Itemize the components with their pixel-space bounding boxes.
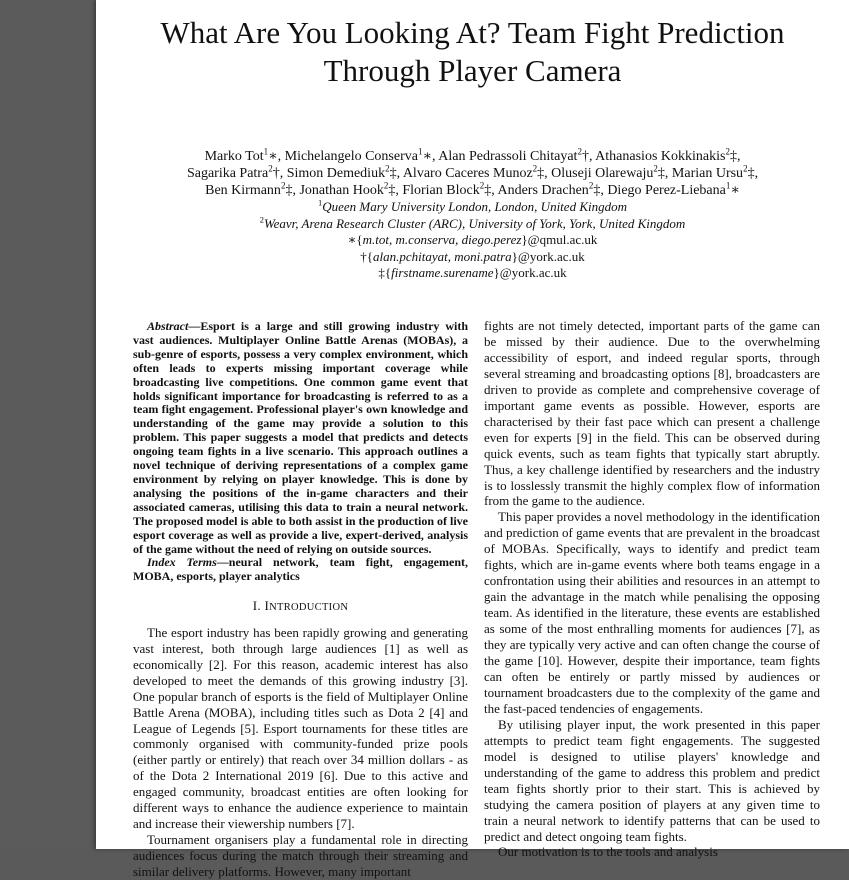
author-mark: ‡,	[747, 166, 759, 181]
section-rest: NTRODUCTION	[269, 602, 349, 614]
author-list	[96, 148, 849, 199]
author-affiliation-sup: 2	[532, 163, 538, 174]
affiliation-2-sup: 2	[259, 214, 264, 225]
abstract-label: Abstract	[147, 319, 189, 333]
author-mark: ‡,	[389, 166, 403, 181]
email-1-mark: ∗{	[347, 232, 363, 247]
right-paragraph-3: By utilising player input, the work presented in this paper attempts to predict team fight engagements. The suggested model is designed to utilise players' knowledge and understanding of the game to address this problem and predict team fights shortly prior to their start. This is achieved by studying the camera position of players at any given time to train a neural network to identify patterns that can be used to predict and detect ongoing team fights.	[484, 716, 820, 844]
author-name: Jonathan Hook	[299, 183, 384, 198]
email-1-names: m.tot, m.conserva, diego.perez	[362, 232, 522, 247]
author-name: Sagarika Patra	[186, 166, 269, 181]
section-number: I.	[252, 598, 265, 614]
abstract-dash: —	[188, 319, 201, 333]
author-affiliation-sup: 2	[280, 180, 286, 191]
author-affiliation-sup: 1	[725, 180, 731, 191]
author-mark: ∗	[730, 183, 740, 198]
email-3	[96, 265, 849, 282]
right-paragraph-1: fights are not timely detected, important parts of the game can be missed by their audience. Due to the overwhelming accessibility of esport, and indeed regular sports, through several streaming and broadcasting options [8], broadcasters are driven to provide as complete and comprehensive coverage of important game events as possible. However, esports are characterised by their fast pace which can present a challenge even for experts [9] in the field. This can be observed during quick events, such as team fights that typically start abruptly. Thus, a key challenge identified by researchers and the industry is to losslessly transmit the highly complex flow of information from the game to the audience.	[484, 318, 820, 509]
affiliation-2-text: Weavr, Arena Research Cluster (ARC), University of York, York, United Kingdom	[263, 215, 686, 231]
author-name: Alvaro Caceres Munoz	[402, 166, 533, 181]
author-name: Oluseji Olarewaju	[551, 166, 654, 181]
email-1-domain: }@qmul.ac.uk	[521, 232, 598, 247]
author-mark: †,	[581, 149, 596, 164]
author-mark: ∗,	[422, 149, 439, 164]
email-3-domain: }@york.ac.uk	[493, 265, 567, 280]
author-mark: ‡,	[729, 149, 741, 164]
author-affiliation-sup: 2	[385, 163, 390, 174]
email-2-mark: †{	[360, 248, 373, 264]
title-line-2: Through Player Camera	[323, 53, 622, 88]
index-terms-label: Index Terms	[147, 555, 217, 570]
author-name: Marian Ursu	[671, 166, 744, 181]
author-mark: ∗,	[268, 149, 285, 164]
author-affiliation-sup: 2	[588, 180, 594, 191]
author-line-3	[96, 182, 849, 199]
author-name: Marko Tot	[204, 149, 264, 164]
author-name: Athanasios Kokkinakis	[595, 149, 726, 164]
author-affiliation-sup: 1	[417, 146, 423, 157]
author-name: Florian Block	[402, 183, 480, 198]
intro-paragraph-2: Tournament organisers play a fundamental role in directing audiences focus during the match through their streaming and similar delivery platforms. However, many important	[133, 831, 468, 879]
section-first-letter: I	[264, 598, 270, 614]
author-name: Ben Kirmann	[205, 183, 281, 198]
author-mark: ‡,	[388, 183, 403, 198]
author-affiliation-sup: 2	[268, 163, 273, 174]
author-line-2	[96, 165, 849, 182]
right-paragraph-4: Our motivation is to the tools and analysis	[498, 844, 718, 860]
title-line-1: What Are You Looking At? Team Fight Prediction	[160, 15, 785, 50]
paper-title	[96, 14, 849, 90]
email-2	[96, 249, 849, 266]
author-affiliation-sup: 2	[725, 146, 730, 157]
affiliation-2	[96, 216, 849, 233]
abstract	[133, 320, 468, 556]
author-affiliation-sup: 2	[383, 180, 389, 191]
author-name: Alan Pedrassoli Chitayat	[438, 149, 578, 164]
paper-page	[96, 0, 849, 879]
author-affiliation-sup: 1	[263, 146, 269, 157]
left-column	[133, 320, 468, 880]
author-mark: ‡,	[537, 166, 552, 181]
author-mark: †,	[272, 166, 287, 181]
author-line-1	[96, 148, 849, 165]
author-name: Simon Demediuk	[286, 166, 386, 181]
author-mark: ‡,	[484, 183, 498, 198]
email-3-mark: ‡{	[378, 265, 392, 280]
author-affiliation-sup: 2	[577, 146, 582, 157]
author-affiliation-sup: 2	[653, 163, 658, 174]
author-affiliation-sup: 2	[743, 163, 748, 174]
affiliation-1-text: Queen Mary University London, London, United Kingdom	[322, 199, 627, 214]
author-mark: ‡,	[593, 183, 608, 198]
email-2-domain: }@york.ac.uk	[511, 248, 585, 264]
right-paragraph-2: This paper provides a novel methodology in the identification and prediction of game events that are prevalent in the broadcast of MOBAs. Specifically, ways to identify and predict team fights, which are in-game events where both teams engage in a confrontation using their abilities and resources in an attempt to gain the advantage in the match while penalising the opposing team. As identified in the literature, these events are established as some of the most enthralling moments for audiences [7], as they are typically very active and can often change the course of the game [10]. However, despite their importance, team fights can often be entirely or partly missed by audiences or tournament broadcasters due to the complexity of the game and the fast-paced tendencies of engagements.	[484, 509, 820, 716]
abstract-text: Esport is a large and still growing industry with vast audiences. Multiplayer Online Battle Arenas (MOBAs), a sub-genre of esports, possess a very complex environment, which often leads to experts missing important coverage while broadcasting live competitions. One common game event that holds significant importance for broadcasting is referred to as a team fight engagement. Professional player's own knowledge and understanding of the game may provide a solution to this problem. This paper suggests a model that predicts and detects ongoing team fights in a live scenario. This approach outlines a novel technique of deriving representations of a complex game environment by relying on player knowledge. This is done by analysing the positions of the in-game characters and their associated cameras, utilising this data to train a neural network. The proposed model is able to both assist in the production of live esport coverage as well as provide a live, expert-derived, analysis of the game without the need of relying on outside sources.	[133, 319, 468, 556]
affiliations	[96, 199, 849, 282]
section-heading-introduction	[133, 598, 468, 616]
index-terms	[133, 556, 468, 584]
affiliation-1	[96, 199, 849, 216]
email-2-names: alan.pchitayat, moni.patra	[372, 248, 512, 264]
right-column	[484, 318, 820, 860]
author-name: Anders Drachen	[497, 183, 589, 198]
email-3-names: firstname.surename	[391, 265, 494, 280]
index-terms-text: —neural network, team fight, engagement, MOBA, esports, player analytics	[133, 555, 468, 584]
viewer-sidebar	[0, 0, 96, 849]
author-mark: ‡,	[657, 166, 672, 181]
intro-paragraph-1: The esport industry has been rapidly growing and generating vast interest, both through large audiences [1] as well as economically [2]. For this reason, academic interest has also developed to meet the demands of this growing industry [3]. One popular branch of esports is the field of Multiplayer Online Battle Arena (MOBA), including titles such as Dota 2 [4] and League of Legends [5]. Esport tournaments for these titles are commonly organised with community-funded prize pools (either partly or entirely) that reach over 34 million dollars - as of the Dota 2 International 2019 [6]. Due to this active and engaged community, broadcast entities are often looking for different ways to enhance the audience experience to maintain and increase their viewership numbers [7].	[133, 625, 468, 831]
author-name: Michelangelo Conserva	[284, 149, 418, 164]
author-mark: ‡,	[285, 183, 300, 198]
author-name: Diego Perez-Liebana	[607, 183, 726, 198]
email-1	[96, 232, 849, 249]
affiliation-1-sup: 1	[317, 197, 323, 208]
author-affiliation-sup: 2	[479, 180, 485, 191]
